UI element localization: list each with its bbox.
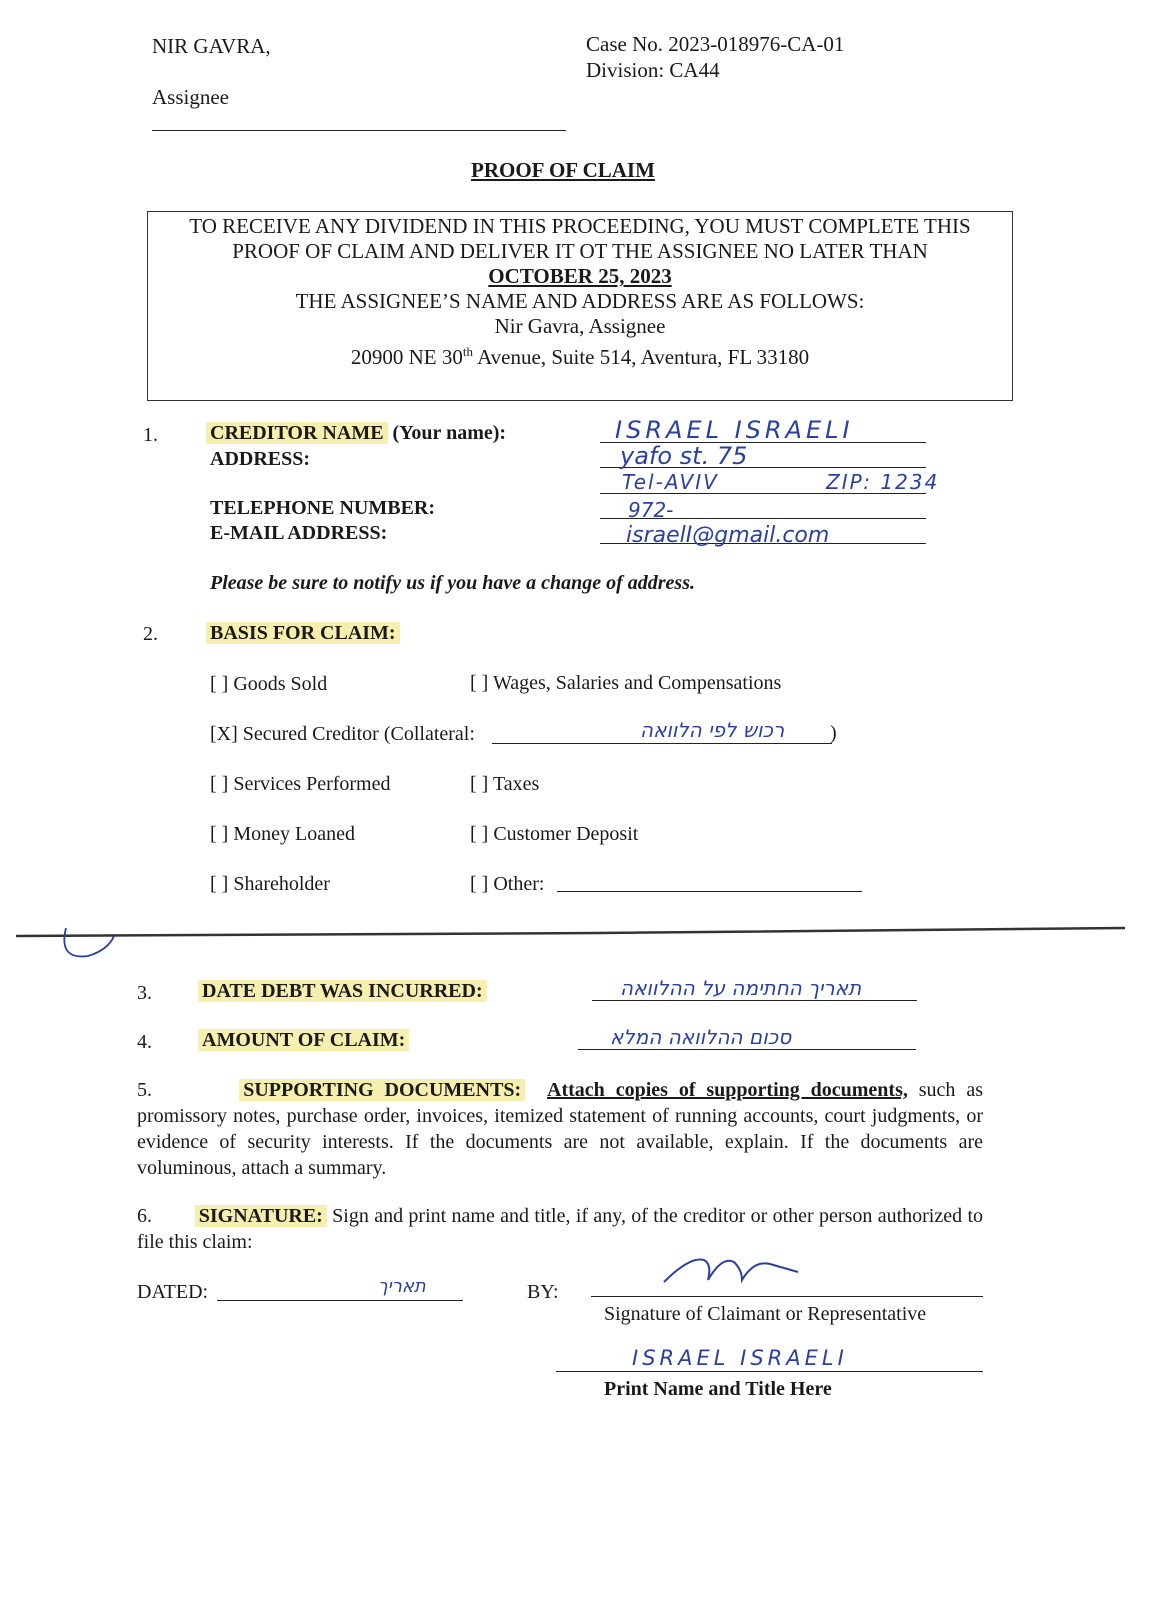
dated-label: DATED: [137, 1281, 209, 1303]
assignee-name: NIR GAVRA, [152, 34, 271, 58]
date-debt-label: DATE DEBT WAS INCURRED: [198, 980, 487, 1003]
signature-paragraph: 6. SIGNATURE: Sign and print name and title, if any, of the creditor or other person authorized to file this claim: [137, 1205, 984, 1253]
section-3-number: 3. [137, 982, 152, 1004]
section-2-number: 2. [143, 623, 158, 645]
notice-box [147, 211, 1013, 401]
basis-label: BASIS FOR CLAIM: [206, 622, 400, 645]
handwritten-amount: סכום ההלוואה המלא [610, 1025, 792, 1049]
handwritten-creditor-name: ISRAEL ISRAELI [615, 416, 854, 444]
case-number: Case No. 2023-018976-CA-01 [586, 32, 845, 56]
print-name-caption: Print Name and Title Here [604, 1378, 832, 1400]
handwritten-date-debt: תאריך החתימה על ההלוואה [620, 976, 862, 1000]
handwritten-address-line-2: Tel-AVIV [622, 470, 719, 494]
signature-mark[interactable] [660, 1250, 810, 1290]
checkbox-customer-deposit[interactable]: [ ] Customer Deposit [470, 823, 639, 845]
header-rule [152, 130, 566, 131]
checkbox-wages[interactable]: [ ] Wages, Salaries and Compensations [470, 672, 782, 694]
notice-deadline: OCTOBER 25, 2023 [488, 264, 672, 288]
notice-line-2: PROOF OF CLAIM AND DELIVER IT OT THE ASSIGNEE NO LATER THAN [232, 239, 928, 263]
checkbox-other[interactable]: [ ] Other: [470, 873, 545, 895]
checkbox-goods-sold[interactable]: [ ] Goods Sold [210, 673, 328, 695]
handwritten-phone: 972- [628, 498, 674, 522]
amount-label: AMOUNT OF CLAIM: [198, 1029, 409, 1052]
notice-address: 20900 NE 30th Avenue, Suite 514, Aventura, FL 33180 [350, 344, 810, 369]
section-1-number: 1. [143, 424, 158, 446]
handwritten-date: תאריך [378, 1276, 426, 1297]
collateral-close: ) [830, 722, 837, 744]
handwritten-email: israelI@gmail.com [626, 523, 830, 548]
assignee-role: Assignee [152, 85, 229, 109]
notice-line-5: Nir Gavra, Assignee [494, 314, 666, 338]
supporting-documents-paragraph: 5. SUPPORTING DOCUMENTS: Attach copies of supporting documents, such as promissory notes, purchase order, invoices, itemized statement of running accounts, court judgments, or evidence of security interests. If the documents are not available, explain. If the documents are voluminous, attach a summary. [137, 1079, 983, 1179]
checkbox-secured-creditor[interactable]: [X] Secured Creditor (Collateral: [210, 723, 475, 745]
division: Division: CA44 [586, 58, 720, 82]
handwritten-collateral: רכוש לפי הלוואה [640, 718, 785, 742]
checkbox-services[interactable]: [ ] Services Performed [210, 773, 391, 795]
notice-line-1: TO RECEIVE ANY DIVIDEND IN THIS PROCEEDING, YOU MUST COMPLETE THIS [189, 214, 971, 238]
email-label: E-MAIL ADDRESS: [210, 522, 388, 544]
handwritten-print-name: ISRAEL ISRAELI [632, 1346, 848, 1370]
creditor-name-label: CREDITOR NAME (Your name): [206, 422, 506, 445]
handwritten-zip: ZIP: 1234 [826, 470, 940, 494]
section-4-number: 4. [137, 1031, 152, 1053]
address-change-note: Please be sure to notify us if you have a change of address. [210, 572, 695, 594]
checkbox-money-loaned[interactable]: [ ] Money Loaned [210, 823, 355, 845]
notice-line-4: THE ASSIGNEE’S NAME AND ADDRESS ARE AS FOLLOWS: [295, 289, 865, 313]
by-label: BY: [527, 1281, 559, 1303]
checkbox-shareholder[interactable]: [ ] Shareholder [210, 873, 330, 895]
address-label: ADDRESS: [210, 448, 311, 470]
handwritten-address-line-1: yafo st. 75 [620, 442, 748, 470]
signature-caption: Signature of Claimant or Representative [604, 1303, 927, 1325]
telephone-label: TELEPHONE NUMBER: [210, 497, 436, 519]
document-title: PROOF OF CLAIM [471, 158, 655, 182]
checkbox-taxes[interactable]: [ ] Taxes [470, 773, 540, 795]
page-divider [0, 918, 1163, 963]
